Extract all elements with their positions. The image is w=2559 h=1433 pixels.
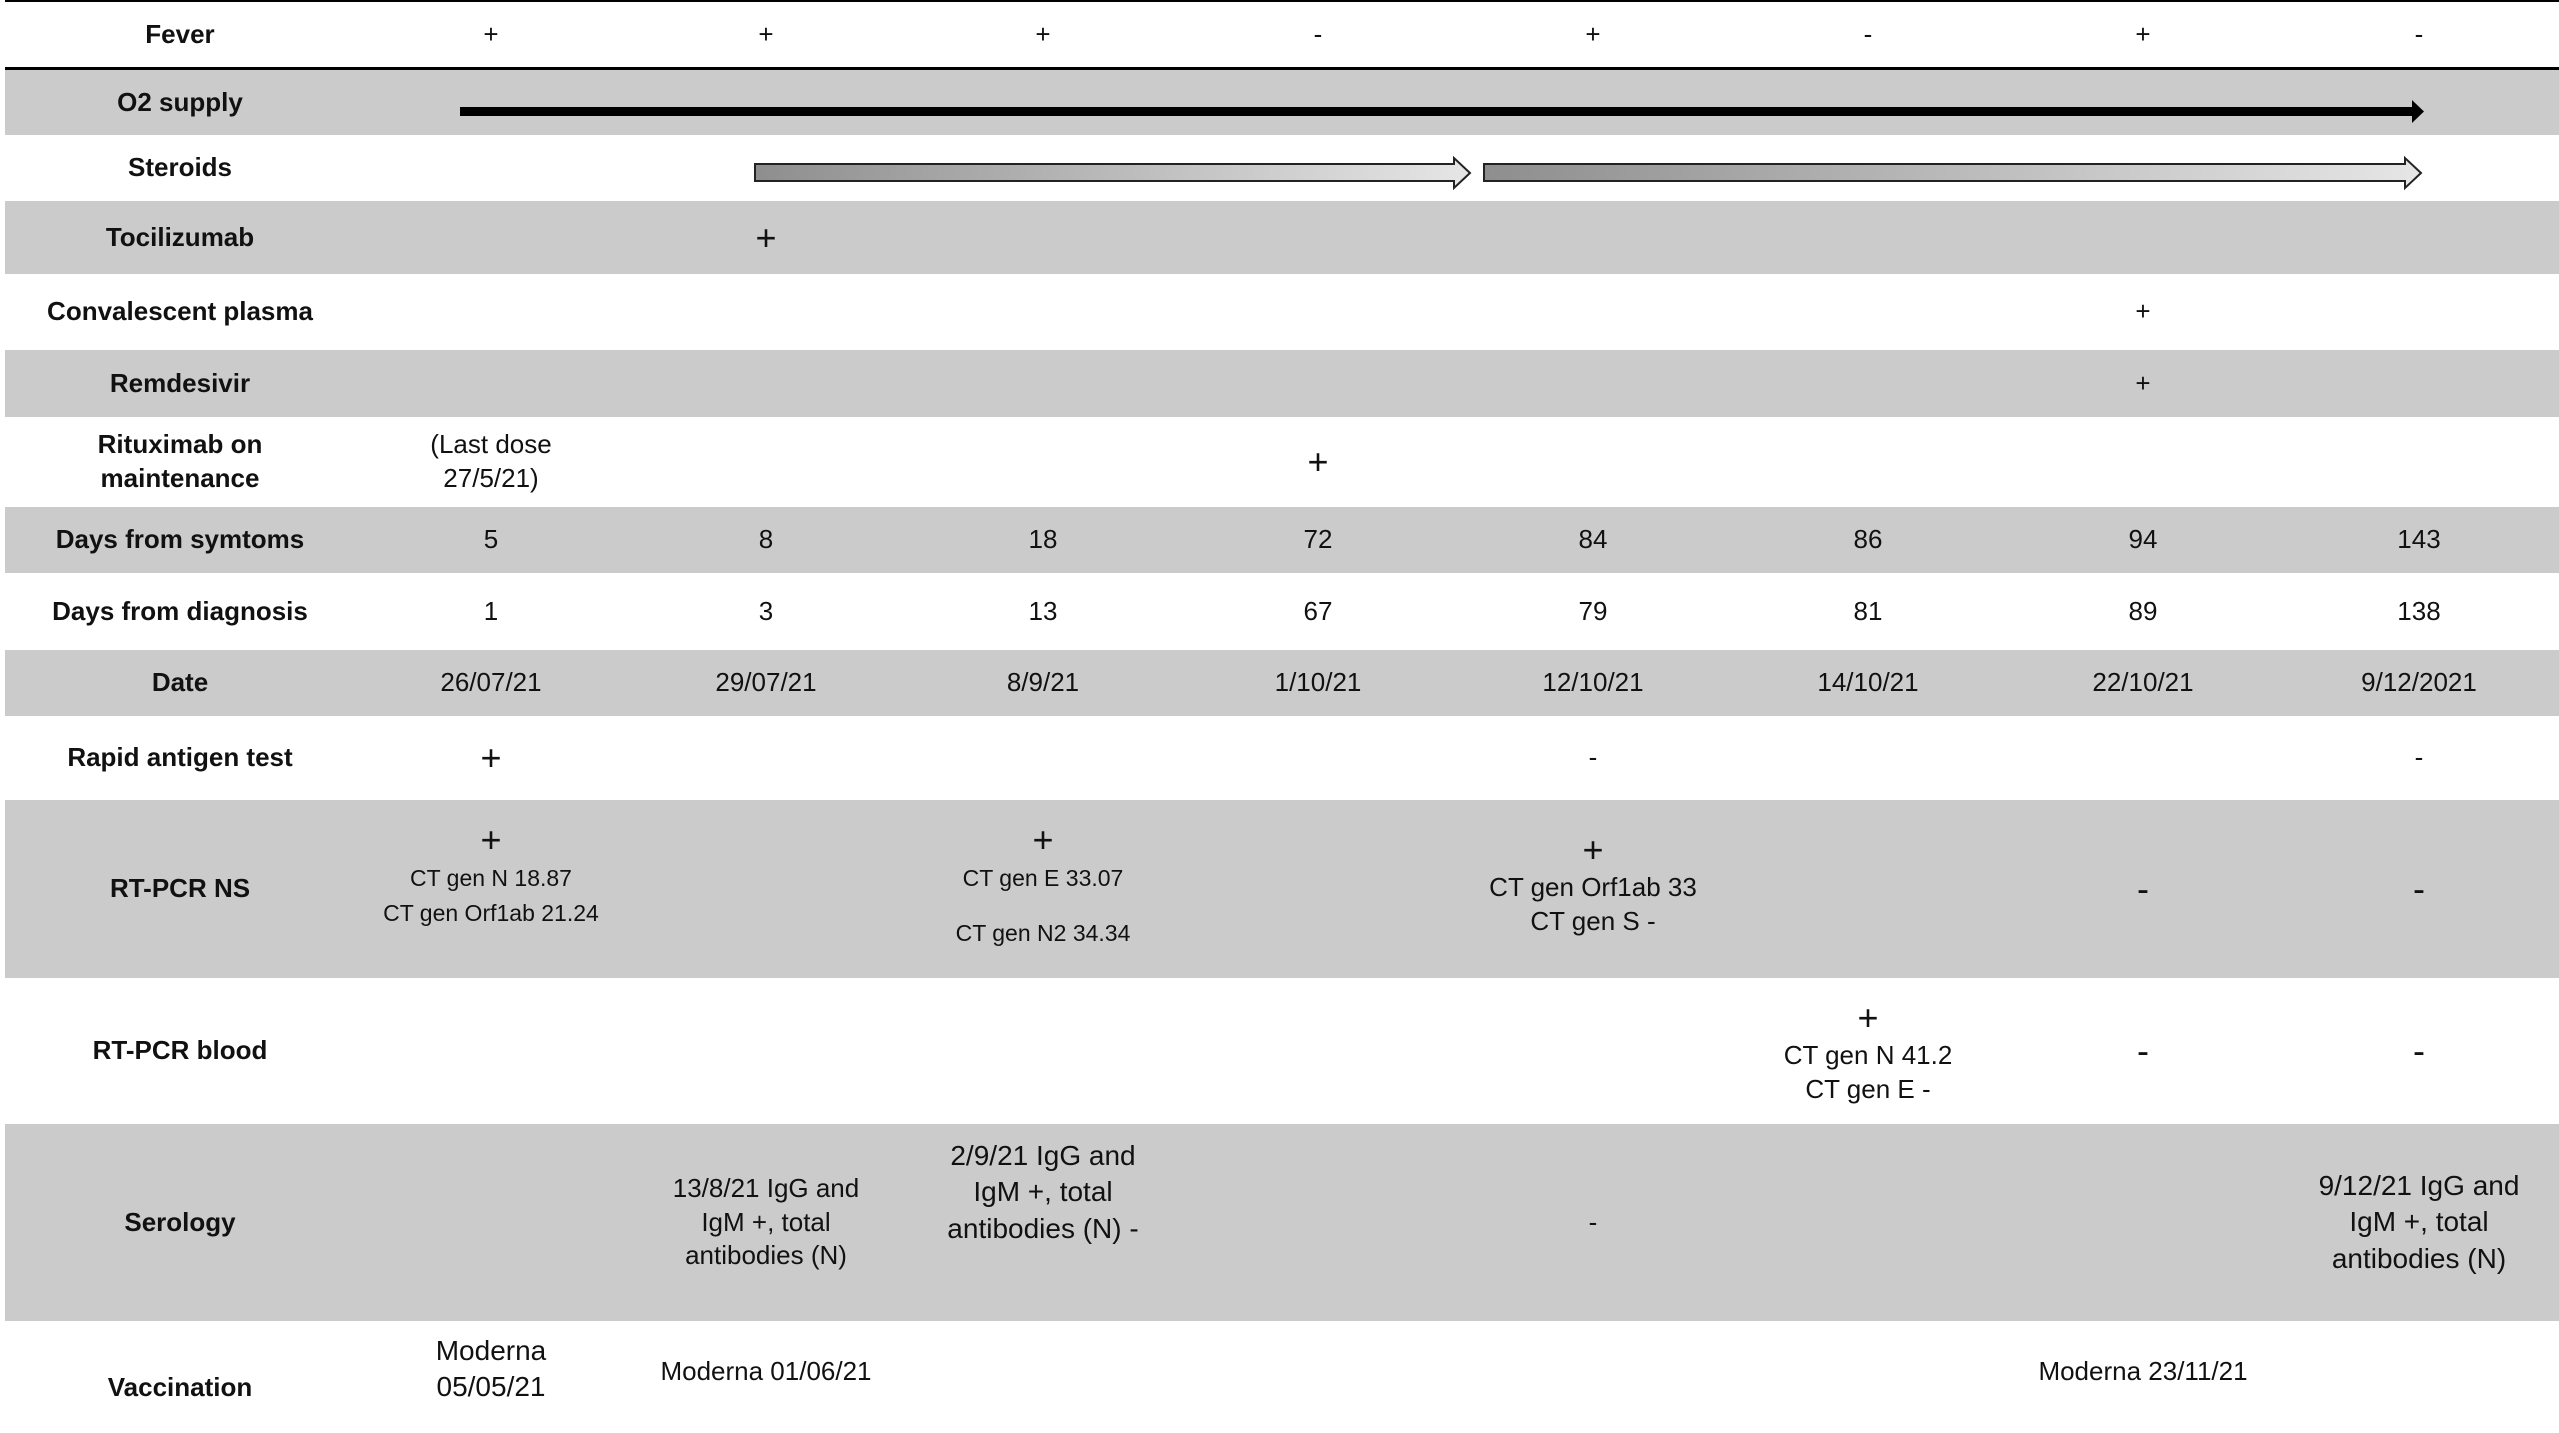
row-label-remdesivir: Remdesivir xyxy=(109,367,251,398)
date-cell-3: 8/9/21 xyxy=(1006,667,1080,698)
days-diagnosis-cell-6: 81 xyxy=(1853,595,1883,626)
rtpcr-blood-cell-7: - xyxy=(2137,1030,2149,1072)
rtpcr-ns-c5-line2: CT gen S - xyxy=(1530,905,1656,936)
vaccination-c1-l2: 05/05/21 xyxy=(436,1371,546,1403)
days-symptoms-cell-5: 84 xyxy=(1578,524,1608,555)
rtpcr-ns-c1-line2: CT gen Orf1ab 21.24 xyxy=(383,899,599,926)
days-symptoms-cell-4: 72 xyxy=(1303,524,1333,555)
date-cell-4: 1/10/21 xyxy=(1274,667,1362,698)
rtpcr-blood-c6-line1: CT gen N 41.2 xyxy=(1783,1039,1953,1070)
row-label-date: Date xyxy=(151,667,209,698)
fever-cell-4: - xyxy=(1313,19,1323,50)
days-symptoms-cell-6: 86 xyxy=(1853,524,1883,555)
days-diagnosis-cell-8: 138 xyxy=(2397,595,2441,626)
row-label-fever: Fever xyxy=(145,19,215,50)
rtpcr-ns-c3-line2: CT gen N2 34.34 xyxy=(955,919,1131,946)
row-label-rtpcr-ns: RT-PCR NS xyxy=(109,873,251,904)
steroids-arrow-2 xyxy=(1484,158,2421,188)
serology-cell-5: - xyxy=(1588,1206,1598,1237)
serology-c8-l2: IgM +, total xyxy=(2349,1206,2489,1238)
plasma-mark: + xyxy=(2135,296,2151,327)
fever-cell-1: + xyxy=(483,19,499,50)
row-label-days-diagnosis: Days from diagnosis xyxy=(52,595,308,626)
date-cell-2: 29/07/21 xyxy=(715,667,817,698)
row-label-o2: O2 supply xyxy=(117,86,243,117)
days-diagnosis-cell-7: 89 xyxy=(2128,595,2158,626)
rituximab-mark: + xyxy=(1307,441,1329,483)
remdesivir-mark: + xyxy=(2135,367,2151,398)
rtpcr-ns-cell-7: - xyxy=(2137,868,2149,910)
serology-c2-l2: IgM +, total xyxy=(701,1206,831,1237)
rtpcr-blood-cell-8: - xyxy=(2413,1030,2425,1072)
days-diagnosis-cell-4: 67 xyxy=(1303,595,1333,626)
fever-cell-7: + xyxy=(2135,19,2151,50)
rapid-cell-1: + xyxy=(480,737,502,779)
o2-supply-arrow xyxy=(460,100,2424,123)
row-label-tocilizumab: Tocilizumab xyxy=(105,221,255,252)
days-diagnosis-cell-2: 3 xyxy=(758,595,774,626)
days-symptoms-cell-7: 94 xyxy=(2128,524,2158,555)
serology-c3-l2: IgM +, total xyxy=(973,1176,1113,1208)
fever-cell-8: - xyxy=(2414,19,2424,50)
row-label-steroids: Steroids xyxy=(127,152,233,183)
rtpcr-ns-c5-line1: CT gen Orf1ab 33 xyxy=(1489,872,1697,903)
date-cell-8: 9/12/2021 xyxy=(2361,667,2477,698)
rtpcr-blood-c6-line2: CT gen E - xyxy=(1805,1073,1931,1104)
fever-cell-3: + xyxy=(1035,19,1051,50)
row-label-vaccination: Vaccination xyxy=(107,1372,253,1403)
rtpcr-ns-c3-mark: + xyxy=(1032,819,1054,860)
date-cell-7: 22/10/21 xyxy=(2092,667,2194,698)
row-label-days-symptoms: Days from symtoms xyxy=(55,524,305,555)
fever-cell-2: + xyxy=(758,19,774,50)
date-cell-5: 12/10/21 xyxy=(1542,667,1644,698)
last-dose-line2: 27/5/21) xyxy=(443,463,539,493)
fever-cell-6: - xyxy=(1863,19,1873,50)
row-label-serology: Serology xyxy=(124,1206,236,1237)
steroids-arrow-1 xyxy=(755,158,1470,188)
rtpcr-ns-c1-line1: CT gen N 18.87 xyxy=(410,865,572,892)
tocilizumab-mark: + xyxy=(755,216,777,258)
rapid-cell-8: - xyxy=(2414,742,2424,773)
days-diagnosis-cell-3: 13 xyxy=(1028,595,1058,626)
row-label-plasma: Convalescent plasma xyxy=(47,296,313,327)
days-diagnosis-cell-5: 79 xyxy=(1578,595,1608,626)
days-symptoms-cell-2: 8 xyxy=(758,524,774,555)
days-symptoms-cell-8: 143 xyxy=(2397,524,2441,555)
fever-cell-5: + xyxy=(1585,19,1601,50)
row-label-rituximab: Rituximab on maintenance xyxy=(97,429,263,493)
rapid-cell-5: - xyxy=(1588,742,1598,773)
last-dose-line1: (Last dose xyxy=(430,429,552,460)
days-symptoms-cell-3: 18 xyxy=(1028,524,1058,555)
serology-c2-l1: 13/8/21 IgG and xyxy=(672,1172,860,1203)
vaccination-c1-l1: Moderna xyxy=(435,1335,547,1366)
serology-c2-l3: antibodies (N) xyxy=(685,1240,847,1271)
days-diagnosis-cell-1: 1 xyxy=(483,595,499,626)
row-label-rapid: Rapid antigen test xyxy=(67,742,293,773)
serology-c3-l3: antibodies (N) - xyxy=(947,1212,1139,1244)
vaccination-cell-7: Moderna 23/11/21 xyxy=(2038,1356,2248,1386)
rtpcr-ns-c5-mark: + xyxy=(1582,829,1604,870)
row-label-rtpcr-blood: RT-PCR blood xyxy=(92,1035,268,1066)
serology-c3-l1: 2/9/21 IgG and xyxy=(950,1140,1136,1171)
serology-c8-l3: antibodies (N) xyxy=(2331,1242,2507,1274)
days-symptoms-cell-1: 5 xyxy=(483,524,499,555)
rtpcr-ns-c1-mark: + xyxy=(480,819,502,860)
serology-c8-l1: 9/12/21 IgG and xyxy=(2318,1169,2520,1201)
rtpcr-blood-c6-mark: + xyxy=(1857,996,1879,1038)
date-cell-1: 26/07/21 xyxy=(440,667,542,698)
date-cell-6: 14/10/21 xyxy=(1817,667,1919,698)
rtpcr-ns-cell-8: - xyxy=(2413,868,2425,910)
vaccination-cell-2: Moderna 01/06/21 xyxy=(660,1356,872,1386)
rtpcr-ns-c3-line1: CT gen E 33.07 xyxy=(962,865,1124,892)
